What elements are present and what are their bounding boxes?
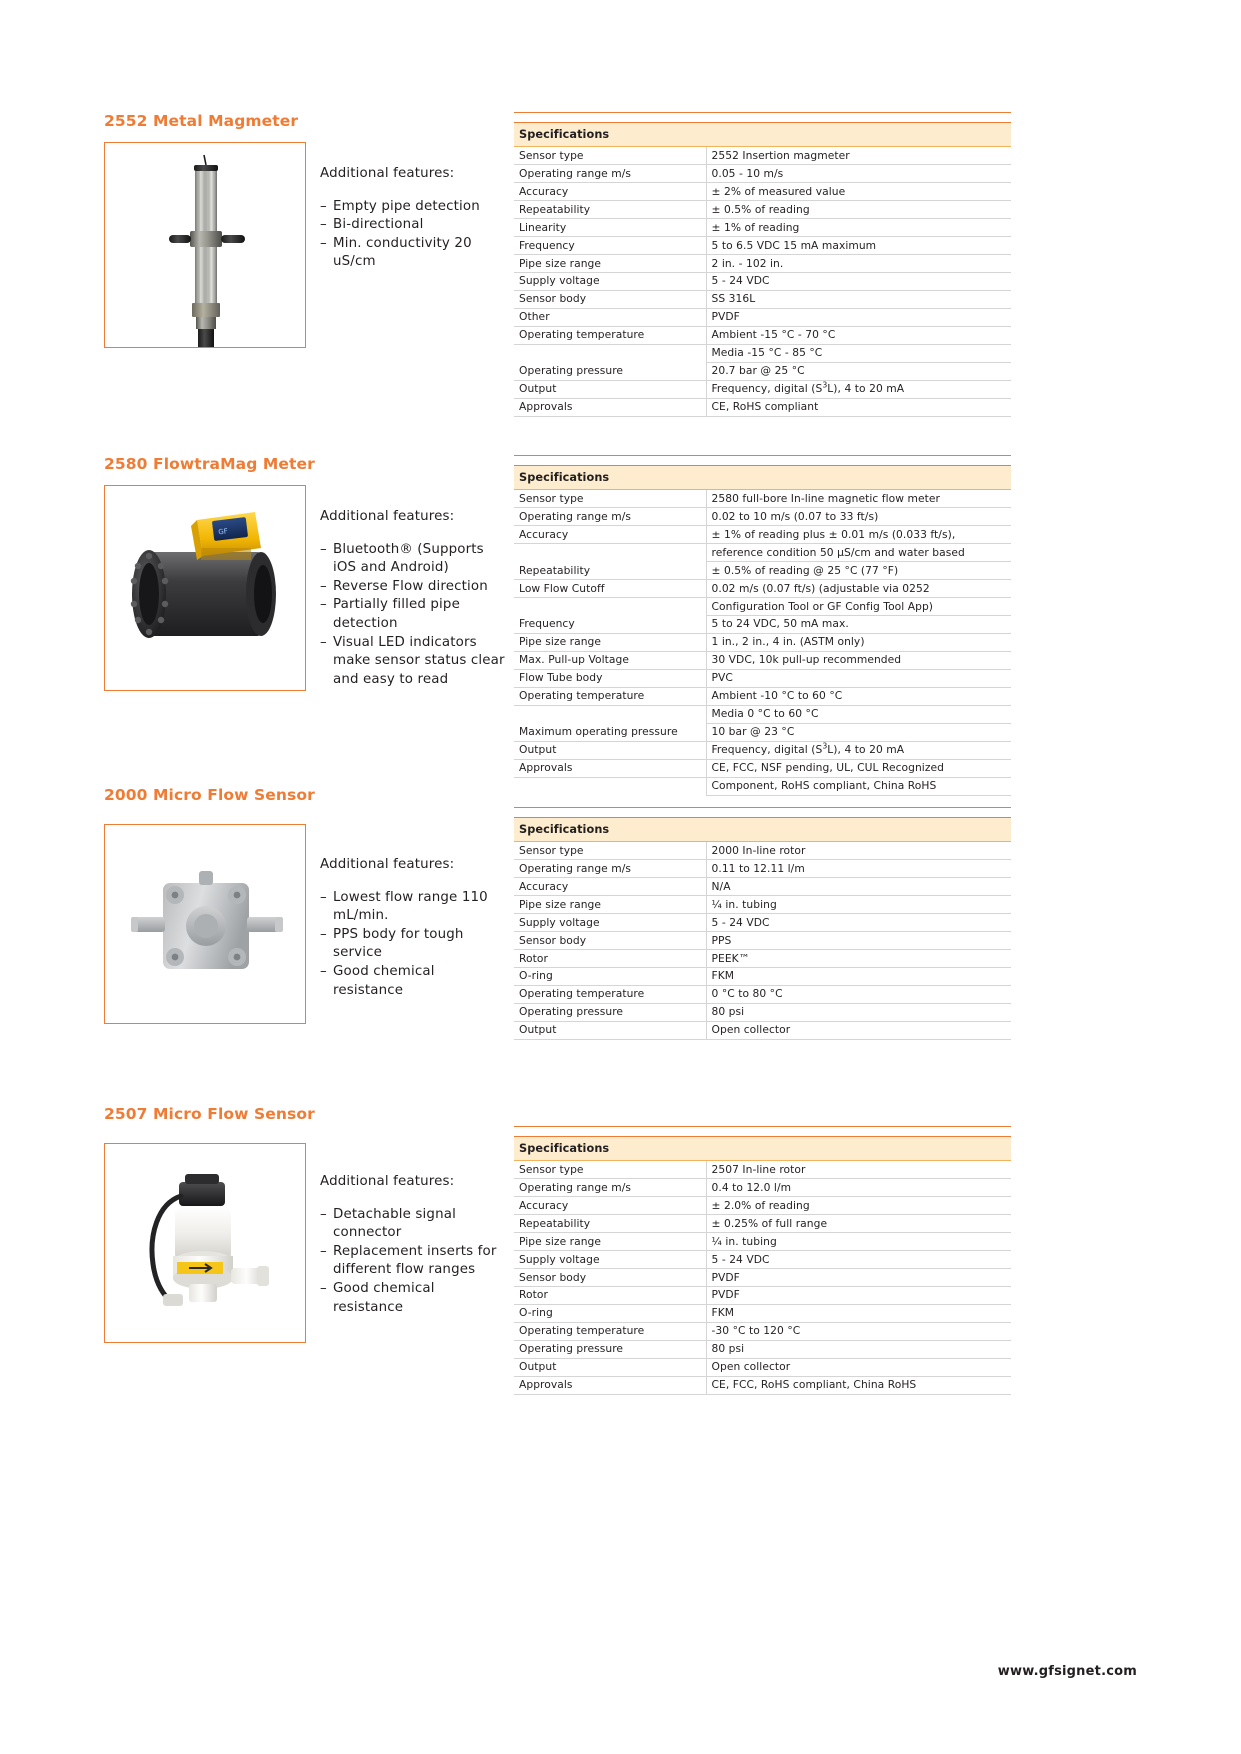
spec-key: Output — [514, 741, 706, 759]
spec-value: Ambient -15 °C - 70 °C — [706, 327, 1011, 345]
feature-text: Reverse Flow direction — [333, 578, 488, 594]
feature-item — [320, 541, 505, 578]
spec-row — [514, 544, 1011, 562]
spec-row — [514, 183, 1011, 201]
spec-key: Maximum operating pressure — [514, 724, 706, 742]
spec-value: 0.02 m/s (0.07 ft/s) (adjustable via 0252 — [706, 580, 1011, 598]
svg-text:GF: GF — [217, 527, 229, 537]
spec-row — [514, 616, 1011, 634]
spec-value: 0.02 to 10 m/s (0.07 to 33 ft/s) — [706, 508, 1011, 526]
dash-bullet: – — [320, 578, 327, 594]
spec-key: Operating pressure — [514, 1341, 706, 1359]
spec-row — [514, 932, 1011, 950]
spec-value: N/A — [706, 878, 1011, 896]
superscript-three: 3 — [822, 741, 828, 751]
features-title: Additional features: — [320, 857, 455, 872]
spec-value: ± 0.25% of full range — [706, 1215, 1011, 1233]
product-heading-2552: 2552 Metal Magmeter — [104, 112, 299, 130]
dash-bullet: – — [320, 198, 327, 214]
spec-key: Operating temperature — [514, 1323, 706, 1341]
feature-text: PPS body for tough service — [333, 926, 464, 961]
feature-text: Empty pipe detection — [333, 198, 480, 214]
spec-value: -30 °C to 120 °C — [706, 1323, 1011, 1341]
spec-body-2507 — [514, 1161, 1011, 1395]
spec-row — [514, 1179, 1011, 1197]
spec-row — [514, 706, 1011, 724]
spec-value: ± 2% of measured value — [706, 183, 1011, 201]
spec-key: Pipe size range — [514, 1233, 706, 1251]
spec-value: 0.11 to 12.11 l/m — [706, 860, 1011, 878]
feature-text: Partially filled pipe detection — [333, 597, 460, 631]
spec-header-label: Specifications — [514, 818, 1011, 842]
spec-value: 0.4 to 12.0 l/m — [706, 1179, 1011, 1197]
product-section-2580 — [104, 455, 1114, 793]
spec-value: ± 0.5% of reading @ 25 °C (77 °F) — [706, 562, 1011, 580]
spec-row — [514, 860, 1011, 878]
spec-table-2507 — [514, 1136, 1011, 1395]
spec-top-rule — [514, 807, 1011, 808]
flowtramag-illustration — [105, 486, 306, 691]
footer-website: www.gfsignet.com — [997, 1664, 1137, 1679]
spec-key: Frequency — [514, 237, 706, 255]
dash-bullet: – — [320, 1206, 327, 1222]
product-heading-2000: 2000 Micro Flow Sensor — [104, 786, 315, 804]
spec-key: Accuracy — [514, 878, 706, 896]
spec-row — [514, 896, 1011, 914]
spec-key: Other — [514, 309, 706, 327]
micro-flow-2000-illustration — [105, 825, 306, 1024]
feature-item — [320, 596, 505, 633]
spec-key: Supply voltage — [514, 1251, 706, 1269]
spec-key: Approvals — [514, 759, 706, 777]
spec-value: 2 in. - 102 in. — [706, 255, 1011, 273]
product-photo-frame-2507 — [104, 1143, 306, 1343]
spec-table-2000 — [514, 817, 1011, 1040]
spec-value: CE, RoHS compliant — [706, 398, 1011, 416]
spec-value: Open collector — [706, 1359, 1011, 1377]
spec-value: 0.05 - 10 m/s — [706, 165, 1011, 183]
spec-value: Media 0 °C to 60 °C — [706, 706, 1011, 724]
spec-value: 0 °C to 80 °C — [706, 986, 1011, 1004]
spec-value: ¼ in. tubing — [706, 1233, 1011, 1251]
feature-text: Good chemical resistance — [333, 963, 435, 998]
spec-row — [514, 741, 1011, 759]
micro-flow-sensor-2000-photo — [105, 825, 305, 1023]
spec-value: ± 2.0% of reading — [706, 1197, 1011, 1215]
spec-value: Open collector — [706, 1022, 1011, 1040]
spec-table-wrap-2552 — [514, 112, 1011, 417]
spec-key: Pipe size range — [514, 896, 706, 914]
spec-table-wrap-2580 — [514, 455, 1011, 796]
spec-row — [514, 1215, 1011, 1233]
spec-key: Flow Tube body — [514, 670, 706, 688]
spec-row — [514, 878, 1011, 896]
spec-row — [514, 508, 1011, 526]
spec-body-2552 — [514, 147, 1011, 417]
spec-row — [514, 562, 1011, 580]
spec-value: Ambient -10 °C to 60 °C — [706, 688, 1011, 706]
feature-item — [320, 1280, 505, 1317]
spec-key: Supply voltage — [514, 914, 706, 932]
spec-key: Accuracy — [514, 526, 706, 544]
spec-row — [514, 255, 1011, 273]
spec-row — [514, 950, 1011, 968]
dash-bullet: – — [320, 597, 327, 613]
feature-item — [320, 1206, 505, 1243]
spec-key: Sensor type — [514, 842, 706, 860]
spec-header-label: Specifications — [514, 123, 1011, 147]
spec-header-row — [514, 818, 1011, 842]
spec-value: 2000 In-line rotor — [706, 842, 1011, 860]
spec-key: Sensor type — [514, 147, 706, 165]
feature-text: Lowest flow range 110 mL/min. — [333, 889, 488, 924]
micro-flow-2507-illustration — [105, 1144, 306, 1343]
spec-key: Approvals — [514, 1377, 706, 1395]
spec-value: 10 bar @ 23 °C — [706, 724, 1011, 742]
feature-item — [320, 634, 505, 690]
spec-row — [514, 724, 1011, 742]
spec-row — [514, 1004, 1011, 1022]
spec-row — [514, 1161, 1011, 1179]
dash-bullet: – — [320, 235, 327, 251]
spec-value: Configuration Tool or GF Config Tool App) — [706, 598, 1011, 616]
product-heading-2580: 2580 FlowtraMag Meter — [104, 455, 315, 473]
dash-bullet: – — [320, 926, 327, 942]
spec-body-2580 — [514, 490, 1011, 796]
feature-text: Good chemical resistance — [333, 1280, 435, 1315]
spec-value: CE, FCC, RoHS compliant, China RoHS — [706, 1377, 1011, 1395]
spec-row — [514, 201, 1011, 219]
spec-row — [514, 968, 1011, 986]
spec-value: ± 1% of reading — [706, 219, 1011, 237]
spec-key: Sensor body — [514, 1269, 706, 1287]
spec-row — [514, 219, 1011, 237]
features-list-2507 — [320, 1206, 505, 1318]
spec-key: Rotor — [514, 950, 706, 968]
dash-bullet: – — [320, 1243, 327, 1259]
insertion-magmeter-photo — [105, 143, 305, 347]
features-block-2000 — [320, 856, 505, 1000]
spec-row — [514, 1305, 1011, 1323]
spec-body-2000 — [514, 842, 1011, 1040]
dash-bullet: – — [320, 634, 327, 650]
spec-key: Accuracy — [514, 1197, 706, 1215]
dash-bullet: – — [320, 889, 327, 905]
spec-row — [514, 1251, 1011, 1269]
dash-bullet: – — [320, 963, 327, 979]
spec-value: PVDF — [706, 1269, 1011, 1287]
spec-row — [514, 670, 1011, 688]
product-section-2552 — [104, 112, 1114, 414]
spec-value: PPS — [706, 932, 1011, 950]
spec-value: ± 0.5% of reading — [706, 201, 1011, 219]
spec-value: ± 1% of reading plus ± 0.01 m/s (0.033 ft/s), — [706, 526, 1011, 544]
spec-key: Low Flow Cutoff — [514, 580, 706, 598]
spec-row — [514, 309, 1011, 327]
micro-flow-sensor-2507-photo — [105, 1144, 305, 1342]
spec-key: Frequency — [514, 616, 706, 634]
spec-key: Output — [514, 381, 706, 399]
spec-header-row — [514, 1137, 1011, 1161]
feature-text: Bluetooth® (Supports iOS and Android) — [333, 541, 484, 576]
spec-row — [514, 1022, 1011, 1040]
feature-item — [320, 926, 505, 963]
spec-key: Sensor body — [514, 291, 706, 309]
spec-row — [514, 759, 1011, 777]
spec-value: FKM — [706, 1305, 1011, 1323]
spec-row — [514, 345, 1011, 363]
spec-row — [514, 842, 1011, 860]
spec-key: Approvals — [514, 398, 706, 416]
spec-row — [514, 652, 1011, 670]
spec-header-label: Specifications — [514, 466, 1011, 490]
spec-value: SS 316L — [706, 291, 1011, 309]
feature-text: Min. conductivity 20 uS/cm — [333, 235, 472, 270]
spec-key: Accuracy — [514, 183, 706, 201]
spec-key: Repeatability — [514, 1215, 706, 1233]
spec-row — [514, 688, 1011, 706]
spec-key — [514, 544, 706, 562]
features-list-2552 — [320, 198, 505, 272]
feature-item — [320, 198, 505, 217]
spec-key: Operating temperature — [514, 986, 706, 1004]
spec-header-row — [514, 123, 1011, 147]
spec-row — [514, 490, 1011, 508]
spec-row — [514, 580, 1011, 598]
spec-value: 5 to 24 VDC, 50 mA max. — [706, 616, 1011, 634]
dash-bullet: – — [320, 217, 327, 233]
spec-value: CE, FCC, NSF pending, UL, CUL Recognized — [706, 759, 1011, 777]
spec-row — [514, 1197, 1011, 1215]
spec-row — [514, 165, 1011, 183]
spec-value: 20.7 bar @ 25 °C — [706, 363, 1011, 381]
spec-value: 1 in., 2 in., 4 in. (ASTM only) — [706, 634, 1011, 652]
feature-text: Detachable signal connector — [333, 1206, 456, 1241]
insertion-magmeter-illustration — [105, 143, 306, 348]
product-photo-frame-2580 — [104, 485, 306, 691]
spec-key: Pipe size range — [514, 255, 706, 273]
spec-key: Repeatability — [514, 201, 706, 219]
spec-row — [514, 1377, 1011, 1395]
spec-value: 5 to 6.5 VDC 15 mA maximum — [706, 237, 1011, 255]
spec-key: Output — [514, 1359, 706, 1377]
product-photo-frame-2552 — [104, 142, 306, 348]
spec-top-rule — [514, 455, 1011, 456]
spec-row — [514, 363, 1011, 381]
superscript-three: 3 — [822, 380, 828, 390]
spec-value: PVDF — [706, 309, 1011, 327]
spec-key: Supply voltage — [514, 273, 706, 291]
features-block-2580 — [320, 508, 505, 689]
features-title: Additional features: — [320, 166, 455, 181]
spec-key: Output — [514, 1022, 706, 1040]
feature-item — [320, 963, 505, 1000]
spec-key: Operating range m/s — [514, 165, 706, 183]
spec-value: PVDF — [706, 1287, 1011, 1305]
feature-item — [320, 889, 505, 926]
spec-key — [514, 706, 706, 724]
spec-value: ¼ in. tubing — [706, 896, 1011, 914]
spec-key — [514, 345, 706, 363]
spec-key: Operating range m/s — [514, 508, 706, 526]
spec-value: Media -15 °C - 85 °C — [706, 345, 1011, 363]
feature-text: Bi-directional — [333, 217, 424, 233]
dash-bullet: – — [320, 541, 327, 557]
spec-row — [514, 237, 1011, 255]
spec-row — [514, 634, 1011, 652]
product-photo-frame-2000 — [104, 824, 306, 1024]
spec-value: 2580 full-bore In-line magnetic flow meter — [706, 490, 1011, 508]
features-title: Additional features: — [320, 509, 455, 524]
spec-key: Max. Pull-up Voltage — [514, 652, 706, 670]
spec-value: Frequency, digital $(S^3L)$, 4 to 20 mA — [706, 381, 1011, 399]
spec-value: 5 - 24 VDC — [706, 914, 1011, 932]
spec-row — [514, 1233, 1011, 1251]
feature-text: Replacement inserts for different flow ranges — [333, 1243, 497, 1278]
feature-item — [320, 235, 505, 272]
spec-key: Rotor — [514, 1287, 706, 1305]
spec-key: Sensor type — [514, 490, 706, 508]
spec-row — [514, 1323, 1011, 1341]
spec-key: Operating range m/s — [514, 1179, 706, 1197]
spec-key: Operating range m/s — [514, 860, 706, 878]
spec-value: 5 - 24 VDC — [706, 273, 1011, 291]
spec-key: Operating pressure — [514, 1004, 706, 1022]
spec-row — [514, 914, 1011, 932]
spec-row — [514, 1359, 1011, 1377]
spec-value: FKM — [706, 968, 1011, 986]
spec-table-wrap-2507 — [514, 1126, 1011, 1395]
spec-row — [514, 1269, 1011, 1287]
features-title: Additional features: — [320, 1174, 455, 1189]
spec-value: 5 - 24 VDC — [706, 1251, 1011, 1269]
spec-value: Component, RoHS compliant, China RoHS — [706, 777, 1011, 795]
spec-top-rule — [514, 1126, 1011, 1127]
spec-row — [514, 526, 1011, 544]
spec-row — [514, 147, 1011, 165]
features-list-2580 — [320, 541, 505, 690]
spec-row — [514, 273, 1011, 291]
features-list-2000 — [320, 889, 505, 1001]
spec-value: reference condition 50 µS/cm and water based — [706, 544, 1011, 562]
spec-header-row — [514, 466, 1011, 490]
spec-value: PEEK™ — [706, 950, 1011, 968]
spec-key: Sensor body — [514, 932, 706, 950]
spec-row — [514, 1287, 1011, 1305]
spec-key: O-ring — [514, 968, 706, 986]
feature-item — [320, 1243, 505, 1280]
feature-item — [320, 578, 505, 597]
spec-top-rule — [514, 112, 1011, 113]
product-heading-2507: 2507 Micro Flow Sensor — [104, 1105, 315, 1123]
feature-text: Visual LED indicators make sensor status clear and easy to read — [333, 634, 505, 687]
features-block-2552 — [320, 165, 505, 272]
spec-key: O-ring — [514, 1305, 706, 1323]
spec-key: Operating temperature — [514, 688, 706, 706]
spec-row — [514, 1341, 1011, 1359]
spec-key: Pipe size range — [514, 634, 706, 652]
product-section-2000 — [104, 786, 1114, 1037]
features-block-2507 — [320, 1173, 505, 1317]
spec-value: 30 VDC, 10k pull-up recommended — [706, 652, 1011, 670]
spec-row — [514, 398, 1011, 416]
spec-row — [514, 986, 1011, 1004]
spec-value: 80 psi — [706, 1004, 1011, 1022]
spec-row — [514, 291, 1011, 309]
product-section-2507 — [104, 1105, 1114, 1392]
spec-row — [514, 598, 1011, 616]
spec-value: Frequency, digital $(S^3L)$, 4 to 20 mA — [706, 741, 1011, 759]
spec-value: PVC — [706, 670, 1011, 688]
spec-table-wrap-2000 — [514, 807, 1011, 1040]
feature-item — [320, 216, 505, 235]
spec-value: 80 psi — [706, 1341, 1011, 1359]
spec-key — [514, 598, 706, 616]
dash-bullet: – — [320, 1280, 327, 1296]
spec-key: Repeatability — [514, 562, 706, 580]
spec-row — [514, 327, 1011, 345]
spec-value: 2507 In-line rotor — [706, 1161, 1011, 1179]
spec-table-2580 — [514, 465, 1011, 796]
spec-header-label: Specifications — [514, 1137, 1011, 1161]
spec-key: Operating temperature — [514, 327, 706, 345]
flowtramag-meter-photo — [105, 486, 305, 690]
spec-key: Sensor type — [514, 1161, 706, 1179]
spec-table-2552 — [514, 122, 1011, 417]
spec-value: 2552 Insertion magmeter — [706, 147, 1011, 165]
spec-key: Linearity — [514, 219, 706, 237]
spec-row — [514, 381, 1011, 399]
spec-key: Operating pressure — [514, 363, 706, 381]
